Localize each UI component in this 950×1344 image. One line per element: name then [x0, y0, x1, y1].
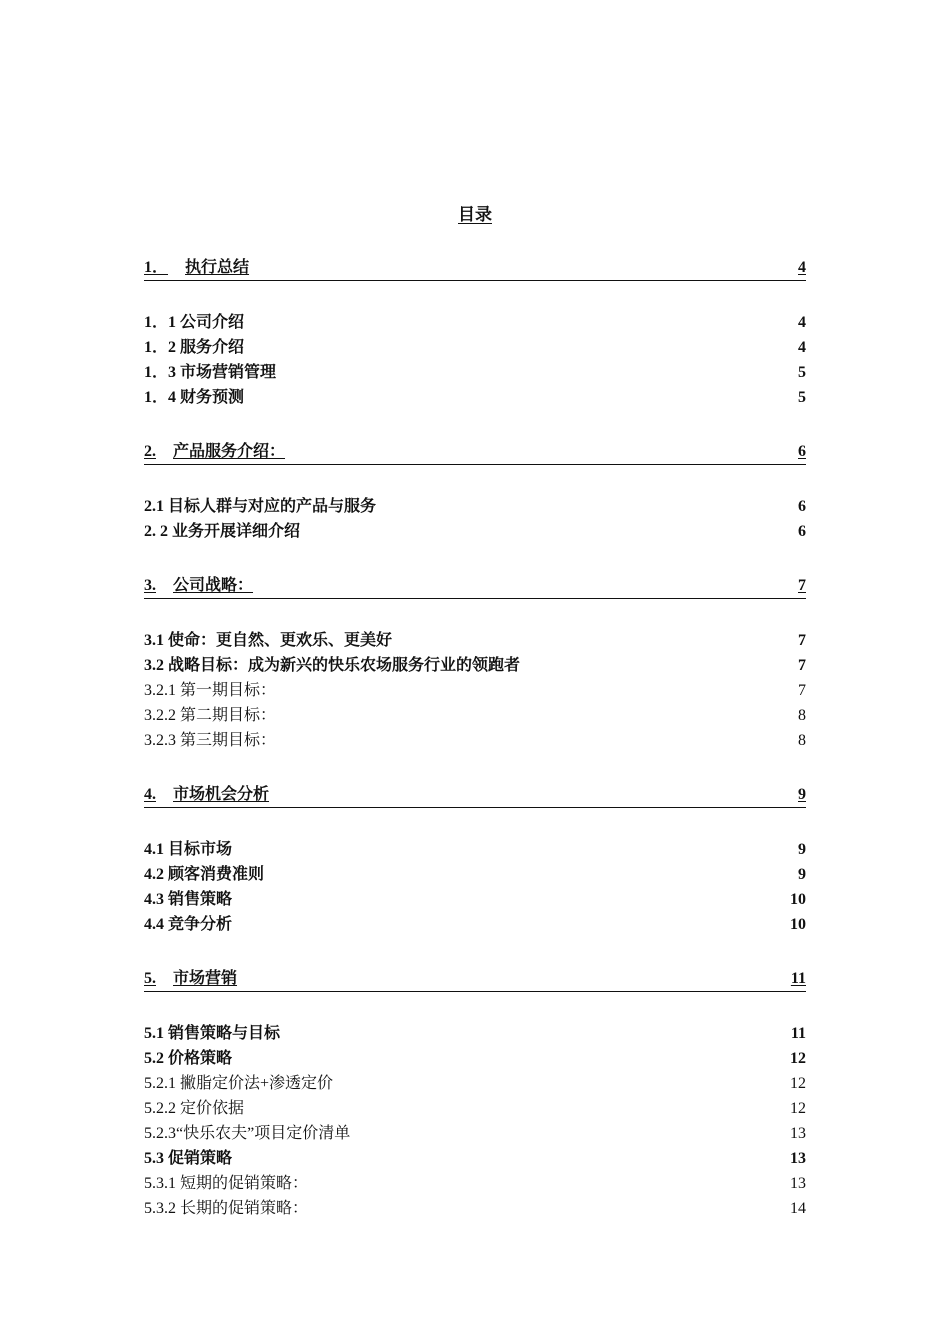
- toc-entry-page: 7: [798, 632, 806, 649]
- toc-title: [0, 204, 950, 226]
- toc-entry[interactable]: [144, 628, 806, 653]
- toc-entry[interactable]: [144, 335, 806, 360]
- toc-heading-number: 3.: [144, 577, 156, 594]
- toc-entry[interactable]: [144, 703, 806, 728]
- toc-entry[interactable]: [144, 1171, 806, 1196]
- toc-entry-label: 1．3 市场营销管理: [144, 364, 277, 381]
- toc-entry-label: 5.1 销售策略与目标: [144, 1025, 281, 1042]
- toc-entry-label: 2.1 目标人群与对应的产品与服务: [144, 498, 377, 515]
- toc-entry-page: 4: [798, 339, 806, 356]
- toc-entry[interactable]: [144, 1071, 806, 1096]
- toc-entry-label: 5.2 价格策略: [144, 1050, 233, 1067]
- toc-entry-page: 13: [790, 1175, 806, 1192]
- toc-heading-title: 市场机会分析: [173, 786, 270, 803]
- toc-entry[interactable]: [144, 653, 806, 678]
- toc-entry-page: 7: [798, 657, 806, 674]
- toc-entry-label: 5.3 促销策略: [144, 1150, 233, 1167]
- toc-heading-number: 1．: [144, 259, 169, 276]
- toc-entry[interactable]: [144, 678, 806, 703]
- section-spacer: [144, 544, 806, 574]
- toc-entry-label: 4.1 目标市场: [144, 841, 233, 858]
- toc-section-heading[interactable]: [144, 574, 806, 599]
- toc-entry-label: 4.4 竞争分析: [144, 916, 233, 933]
- toc-entry-page: 12: [790, 1100, 806, 1117]
- toc-entry-page: 6: [798, 498, 806, 515]
- toc-heading-title: 执行总结: [185, 259, 250, 276]
- toc-entry-label: 5.2.2 定价依据: [144, 1100, 245, 1117]
- toc-entry-label: 3.2 战略目标：成为新兴的快乐农场服务行业的领跑者: [144, 657, 521, 674]
- toc-heading-label: [144, 783, 269, 807]
- toc-entry-page: 5: [798, 364, 806, 381]
- toc-heading-number: 2.: [144, 443, 156, 460]
- toc-entry-page: 11: [790, 1025, 806, 1042]
- toc-entry-page: 13: [790, 1125, 806, 1142]
- toc-entry-label: 2. 2 业务开展详细介绍: [144, 523, 301, 540]
- toc-entry[interactable]: [144, 1046, 806, 1071]
- toc-entry-label: 1．2 服务介绍: [144, 339, 245, 356]
- toc-entry-label: 4.3 销售策略: [144, 891, 233, 908]
- toc-entry-page: 14: [790, 1200, 806, 1217]
- toc-entry-label: 5.2.1 撇脂定价法+渗透定价: [144, 1075, 334, 1092]
- section-spacer: [144, 753, 806, 783]
- toc-heading-number: 5.: [144, 970, 156, 987]
- toc-entry[interactable]: [144, 887, 806, 912]
- toc-section-heading[interactable]: [144, 440, 806, 465]
- toc-title-text: 目录: [458, 205, 492, 224]
- toc-heading-label: [144, 967, 237, 991]
- toc-entry-page: 4: [798, 314, 806, 331]
- toc-heading-number: 4.: [144, 786, 156, 803]
- toc-section-heading[interactable]: [144, 256, 806, 281]
- toc-entry[interactable]: [144, 1121, 806, 1146]
- toc-entry[interactable]: [144, 728, 806, 753]
- toc-entry-label: 4.2 顾客消费准则: [144, 866, 265, 883]
- toc-entry-label: 3.1 使命：更自然、更欢乐、更美好: [144, 632, 393, 649]
- toc-heading-page: 9: [798, 786, 806, 803]
- toc-entry-page: 12: [790, 1075, 806, 1092]
- toc-entry[interactable]: [144, 1196, 806, 1221]
- toc-entry-label: 5.2.3“快乐农夫”项目定价清单: [144, 1125, 351, 1142]
- section-spacer: [144, 937, 806, 967]
- toc-entry[interactable]: [144, 837, 806, 862]
- toc-heading-page: 7: [798, 577, 806, 594]
- toc-entry-page: 7: [798, 682, 806, 699]
- toc-entry-label: 5.3.2 长期的促销策略：: [144, 1200, 309, 1217]
- toc-entry-page: 8: [798, 707, 806, 724]
- toc-heading-title: 公司战略：: [173, 577, 254, 594]
- toc-entry-label: 3.2.3 第三期目标：: [144, 732, 277, 749]
- toc-entry-page: 8: [798, 732, 806, 749]
- toc-entry-page: 9: [798, 841, 806, 858]
- toc-entry[interactable]: [144, 519, 806, 544]
- toc-entry-page: 13: [790, 1150, 806, 1167]
- toc-entry[interactable]: [144, 1021, 806, 1046]
- toc-entry[interactable]: [144, 385, 806, 410]
- toc-entry[interactable]: [144, 310, 806, 335]
- toc-entry[interactable]: [144, 912, 806, 937]
- toc-entry[interactable]: [144, 1146, 806, 1171]
- toc-heading-page: 6: [798, 443, 806, 460]
- toc-heading-title: 市场营销: [173, 970, 238, 987]
- toc-section-heading[interactable]: [144, 967, 806, 992]
- toc-entry[interactable]: [144, 862, 806, 887]
- toc-heading-page: 4: [798, 259, 806, 276]
- toc-entry-label: 1．4 财务预测: [144, 389, 245, 406]
- toc-section-heading[interactable]: [144, 783, 806, 808]
- toc-entry[interactable]: [144, 1096, 806, 1121]
- toc-entry-label: 1．1 公司介绍: [144, 314, 245, 331]
- section-spacer: [144, 410, 806, 440]
- toc-entry-label: 5.3.1 短期的促销策略：: [144, 1175, 309, 1192]
- toc-entry-page: 10: [790, 891, 806, 908]
- toc-heading-label: [144, 574, 253, 598]
- toc-entry-page: 10: [790, 916, 806, 933]
- toc-entry-page: 6: [798, 523, 806, 540]
- table-of-contents: [144, 256, 806, 1221]
- toc-entry-page: 9: [798, 866, 806, 883]
- toc-entry[interactable]: [144, 360, 806, 385]
- toc-heading-label: [144, 256, 249, 280]
- toc-entry-label: 3.2.1 第一期目标：: [144, 682, 277, 699]
- toc-entry-label: 3.2.2 第二期目标：: [144, 707, 277, 724]
- toc-entry[interactable]: [144, 494, 806, 519]
- toc-entry-page: 12: [790, 1050, 806, 1067]
- toc-heading-page: 11: [790, 970, 806, 987]
- toc-heading-title: 产品服务介绍：: [173, 443, 286, 460]
- toc-heading-label: [144, 440, 285, 464]
- toc-entry-page: 5: [798, 389, 806, 406]
